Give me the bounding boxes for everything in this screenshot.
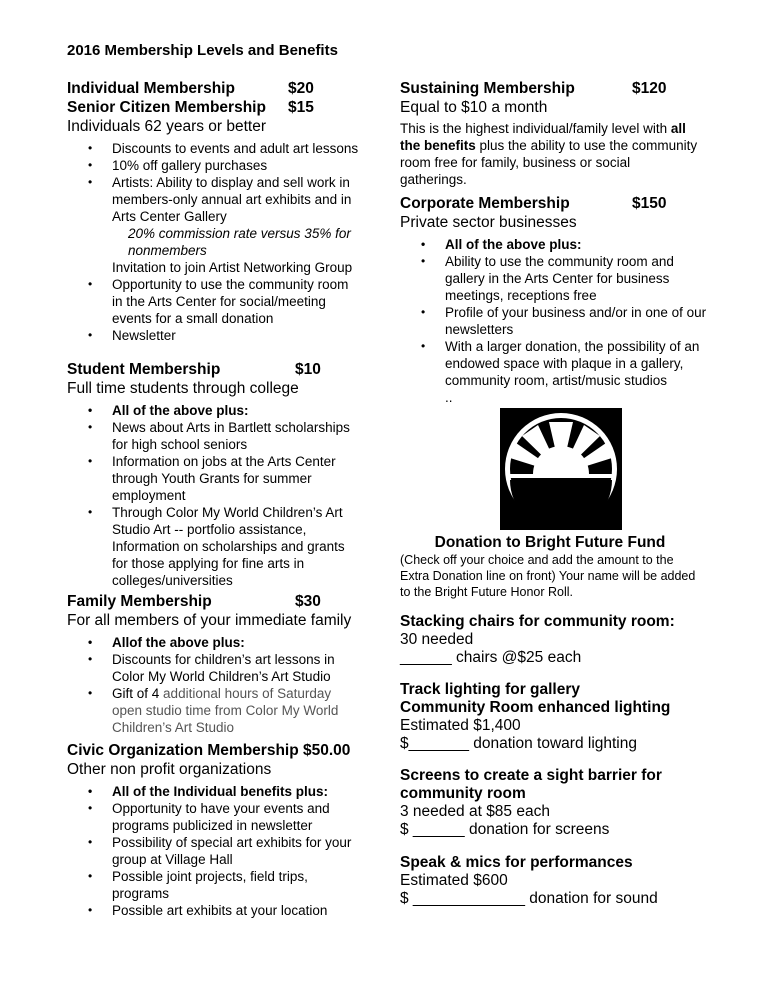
sound-title: Speak & mics for performances bbox=[400, 854, 633, 871]
list-item: • All of the Individual benefits plus: bbox=[112, 783, 362, 800]
sustaining-section bbox=[400, 79, 700, 188]
list-item: • Opportunity to use the community room in the Arts Center for social/meeting events for a small donation bbox=[112, 276, 362, 327]
chairs-line1: 30 needed bbox=[400, 631, 474, 648]
senior-price: $15 bbox=[288, 99, 314, 116]
student-price: $10 bbox=[295, 361, 321, 378]
lighting-line2[interactable]: $_______ donation toward lighting bbox=[400, 735, 637, 752]
corporate-subtitle: Private sector businesses bbox=[400, 214, 577, 231]
family-name: Family Membership bbox=[67, 593, 212, 610]
list-item: • Through Color My World Children’s Art Studio Art -- portfolio assistance, Information on scholarships and grants for those applying for fine arts in colleges/universities bbox=[112, 504, 362, 589]
sustaining-price: $120 bbox=[632, 80, 667, 97]
sunrise-icon bbox=[500, 408, 622, 530]
left-column bbox=[67, 79, 367, 344]
corporate-benefits bbox=[400, 236, 710, 389]
list-item bbox=[112, 174, 362, 276]
commission-note: 20% commission rate versus 35% for nonmembers bbox=[128, 226, 351, 258]
list-item bbox=[112, 685, 362, 736]
sound-line2[interactable]: $ _____________ donation for sound bbox=[400, 890, 658, 907]
lighting-title1: Track lighting for gallery bbox=[400, 681, 581, 698]
list-item: • Possibility of special art exhibits for your group at Village Hall bbox=[112, 834, 362, 868]
student-name: Student Membership bbox=[67, 361, 221, 378]
gift-text: Gift of 4 bbox=[112, 686, 160, 701]
senior-name: Senior Citizen Membership bbox=[67, 99, 266, 116]
list-item: • Possible joint projects, field trips, programs bbox=[112, 868, 362, 902]
fund-title: Donation to Bright Future Fund bbox=[434, 534, 666, 551]
desc-pre: This is the highest individual/family level with bbox=[400, 121, 668, 136]
sound-item bbox=[400, 854, 658, 908]
family-benefits bbox=[67, 634, 362, 736]
chairs-title: Stacking chairs for community room: bbox=[400, 613, 675, 630]
corporate-name: Corporate Membership bbox=[400, 195, 570, 212]
list-item: • Opportunity to have your events and programs publicized in newsletter bbox=[112, 800, 362, 834]
dots: .. bbox=[445, 390, 453, 405]
list-item: • News about Arts in Bartlett scholarships for high school seniors bbox=[112, 419, 362, 453]
page-title: 2016 Membership Levels and Benefits bbox=[67, 42, 338, 59]
lighting-item bbox=[400, 681, 670, 753]
student-section bbox=[67, 360, 367, 589]
sunrise-logo bbox=[500, 408, 622, 530]
senior-heading bbox=[67, 98, 367, 117]
list-item: • All of the above plus: bbox=[445, 236, 710, 253]
civic-section bbox=[67, 741, 367, 919]
screens-line1: 3 needed at $85 each bbox=[400, 803, 550, 820]
family-price: $30 bbox=[295, 593, 321, 610]
corporate-heading bbox=[400, 194, 710, 213]
individual-name: Individual Membership bbox=[67, 80, 235, 97]
screens-title: Screens to create a sight barrier for community room bbox=[400, 767, 662, 802]
family-section bbox=[67, 592, 367, 736]
list-item: • Allof the above plus: bbox=[112, 634, 362, 651]
family-subtitle: For all members of your immediate family bbox=[67, 612, 352, 629]
desc-post: plus the ability to use the community room free for family, business or social gatherings. bbox=[400, 138, 698, 187]
sustaining-subtitle: Equal to $10 a month bbox=[400, 99, 548, 116]
desc-bold: all the benefits bbox=[400, 121, 686, 153]
list-item: • All of the above plus: bbox=[112, 402, 362, 419]
fund-note: (Check off your choice and add the amount to the Extra Donation line on front) Your name will be added to the Bright Future Honor Roll. bbox=[400, 553, 696, 599]
civic-subtitle: Other non profit organizations bbox=[67, 761, 272, 778]
corporate-section bbox=[400, 194, 710, 406]
list-item: • Profile of your business and/or in one of our newsletters bbox=[445, 304, 710, 338]
individual-heading bbox=[67, 79, 367, 98]
benefit-text: Artists: Ability to display and sell work in members-only annual art exhibits and in Arts Center Gallery bbox=[112, 175, 352, 224]
chairs-item bbox=[400, 613, 675, 667]
list-item: • With a larger donation, the possibility of an endowed space with plaque in a gallery, community room, artist/music studios bbox=[445, 338, 710, 389]
individual-subtitle: Individuals 62 years or better bbox=[67, 118, 267, 135]
screens-item bbox=[400, 767, 700, 839]
lighting-title2: Community Room enhanced lighting bbox=[400, 699, 671, 716]
sustaining-name: Sustaining Membership bbox=[400, 80, 575, 97]
student-subtitle: Full time students through college bbox=[67, 380, 299, 397]
chairs-line2[interactable]: ______ chairs @$25 each bbox=[400, 649, 582, 666]
networking-note: Invitation to join Artist Networking Group bbox=[112, 260, 353, 275]
gift-rest-text: additional hours of Saturday open studio time from Color My World Children’s Art Studio bbox=[112, 686, 339, 735]
civic-benefits bbox=[67, 783, 362, 919]
sustaining-heading bbox=[400, 79, 700, 98]
list-item: • Newsletter bbox=[112, 327, 362, 344]
list-item: • Possible art exhibits at your location bbox=[112, 902, 362, 919]
student-benefits bbox=[67, 402, 362, 589]
civic-heading: Civic Organization Membership $50.00 bbox=[67, 742, 351, 759]
sustaining-description bbox=[400, 120, 700, 188]
corporate-price: $150 bbox=[632, 195, 667, 212]
individual-price: $20 bbox=[288, 80, 314, 97]
list-item: • Discounts to events and adult art lessons bbox=[112, 140, 362, 157]
individual-benefits bbox=[67, 140, 362, 344]
list-item: • Information on jobs at the Arts Center through Youth Grants for summer employment bbox=[112, 453, 362, 504]
screens-line2[interactable]: $ ______ donation for screens bbox=[400, 821, 610, 838]
list-item: • Ability to use the community room and gallery in the Arts Center for business meetings, receptions free bbox=[445, 253, 710, 304]
sound-line1: Estimated $600 bbox=[400, 872, 508, 889]
lighting-line1: Estimated $1,400 bbox=[400, 717, 521, 734]
list-item: • 10% off gallery purchases bbox=[112, 157, 362, 174]
family-heading bbox=[67, 592, 367, 611]
list-item: • Discounts for children’s art lessons in Color My World Children’s Art Studio bbox=[112, 651, 362, 685]
student-heading bbox=[67, 360, 367, 379]
